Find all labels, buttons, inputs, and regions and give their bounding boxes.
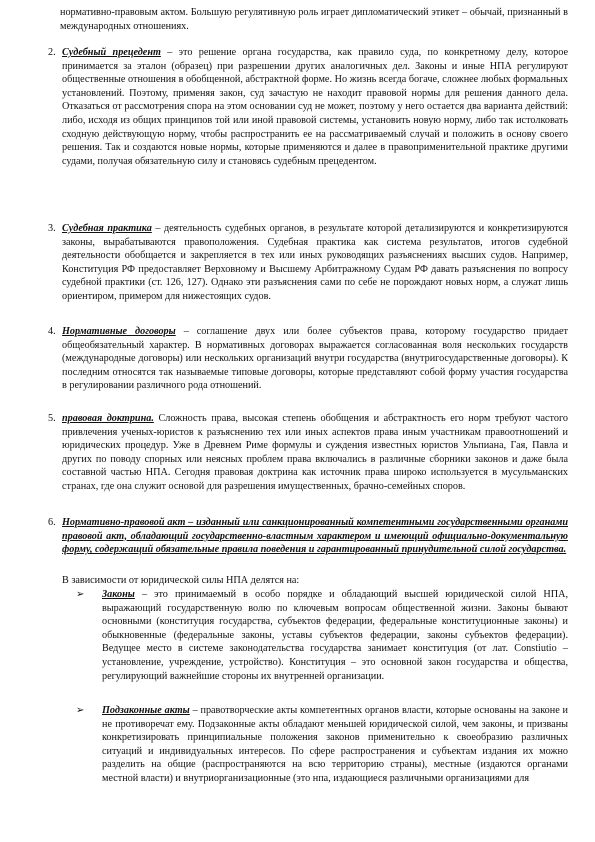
item-body: – деятельность судебных органов, в результате которой детализируются и конкретизируются законы, вырабатываются правоположения. Судебная практика как система результатов, итогов судебной деятельности обобщается и закрепляется в тех или иных руководящих разъяснениях высших судов. Например, Конституция РФ предоставляет Верховному и Высшему Арбитражному Судам РФ давать разъяснения по вопросу судебной практики (ст. 126, 127). Однако эти разъяснения сами по себе не порождают новых норм, а служат лишь ориентиром, примером для нижестоящих судов. — [62, 223, 568, 302]
item-body: – это решение органа государства, как правило суда, по конкретному делу, которое принимается за эталон (образец) при разрешении других аналогичных дел. Законы и иные НПА регулируют общественные отношения в обобщенной, абстрактной форме. Но жизнь всегда богаче, сложнее любых формальных установлений. Поэтому, применяя закон, суд зачастую не находит правовой нормы для решения данного дела. Отказаться от рассмотрения спора на этом основании суд не может, поэтому у него остается два варианта действий: либо, исходя из общих принципов той или иной правовой системы, установить новую норму, либо так истолковать сходную действующую норму, чтобы распространить ее на рассматриваемый случай и положить в основу своего решения. Так и создаются новые нормы, которые применяются и далее в правоприменительной практике другими судами, получая обязательную силу и становясь судебным прецедентом. — [62, 47, 568, 167]
item-text — [62, 412, 568, 494]
sub-item-text — [102, 588, 568, 683]
sub-item-term: Подзаконные акты — [102, 705, 190, 716]
item-number: 2. — [48, 47, 56, 58]
sub-item-term: Законы — [102, 589, 135, 600]
item-term: правовая доктрина. — [62, 413, 154, 424]
item-term: Судебный прецедент — [62, 47, 161, 58]
sub-item-body: – это принимаемый в особо порядке и обладающий высшей юридической силой НПА, выражающий государственную волю по ключевым вопросам общественной жизни. Законы бывают основными (конституция государства, субъектов федерации, федеральные конституционные законы) и обыкновенные (федеральные законы, уставы субъектов федерации, законы субъектов федерации). Ведущее место в системе законодательства государства занимает конституция (от лат. Constiutio –установление, учреждение, устройство). Конституция – это основной закон государства и общества, регулирующий важнейшие стороны их внутренней организации. — [102, 589, 568, 682]
item-number: 5. — [48, 413, 56, 424]
item-term: Нормативно-правовой акт – изданный или санкционированный компетентными государственными органами правовой акт, обладающий государственно-властным характером и имеющий официально-документальную форму, содержащий обязательные правила поведения и гарантированный принудительной силой государства. — [62, 517, 568, 556]
item-text — [62, 325, 568, 393]
sub-item-body: – правотворческие акты компетентных органов власти, которые основаны на законе и не противоречат ему. Подзаконные акты обладают меньшей юридической силой, чем законы, и призваны конкретизировать принципиальные положения законов применительно к своеобразию различных ситуаций и индивидуальных интересов. По сфере распространения и субъектам издания их можно разделить на общие (распространяются на всю территорию страны), местные (издаются органами местной власти) и внутриорганизационные (это нпа, издающиеся различными организациями для — [102, 705, 568, 784]
item-text — [62, 516, 568, 557]
sub-item-text — [102, 704, 568, 786]
item-term: Нормативные договоры — [62, 326, 176, 337]
item-number: 6. — [48, 517, 56, 528]
item-term: Судебная практика — [62, 223, 152, 234]
arrow-bullet-icon: ➢ — [76, 589, 85, 600]
arrow-bullet-icon: ➢ — [76, 705, 85, 716]
item-body: – соглашение двух или более субъектов права, которому государство придает общеобязательный характер. В нормативных договорах выражается согласованная воля нескольких государств (международные договоры) или нескольких организаций внутри государства (внутригосударственные договоры). К последним относятся так называемые типовые договоры, которые представляют собой форму участия государства в регулировании различного рода отношений. — [62, 326, 568, 392]
item-body: Сложность права, высокая степень обобщения и абстрактность его норм требуют частого привлечения ученых-юристов к разъяснению тех или иных аспектов права иным участникам правоотношений и юридических процедур. Уже в Древнем Риме формулы и суждения известных юристов Ульпиана, Гая, Павла и других по поводу спорных или неясных проблем права включались в различные сборники законов и даже была составной частью НПА. Сегодня правовая доктрина как источник права широко используется в мусульманских странах, где она служит основой для разрешения имущественных, брачно-семейных споров. — [62, 413, 568, 492]
item-text — [62, 222, 568, 304]
intro-paragraph: нормативно-правовым актом. Большую регулятивную роль играет дипломатический этикет – обычай, признанный в международных отношениях. — [60, 7, 568, 32]
item-number: 3. — [48, 223, 56, 234]
item-text — [62, 46, 568, 168]
item-number: 4. — [48, 326, 56, 337]
classification-intro: В зависимости от юридической силы НПА делятся на: — [62, 575, 300, 586]
